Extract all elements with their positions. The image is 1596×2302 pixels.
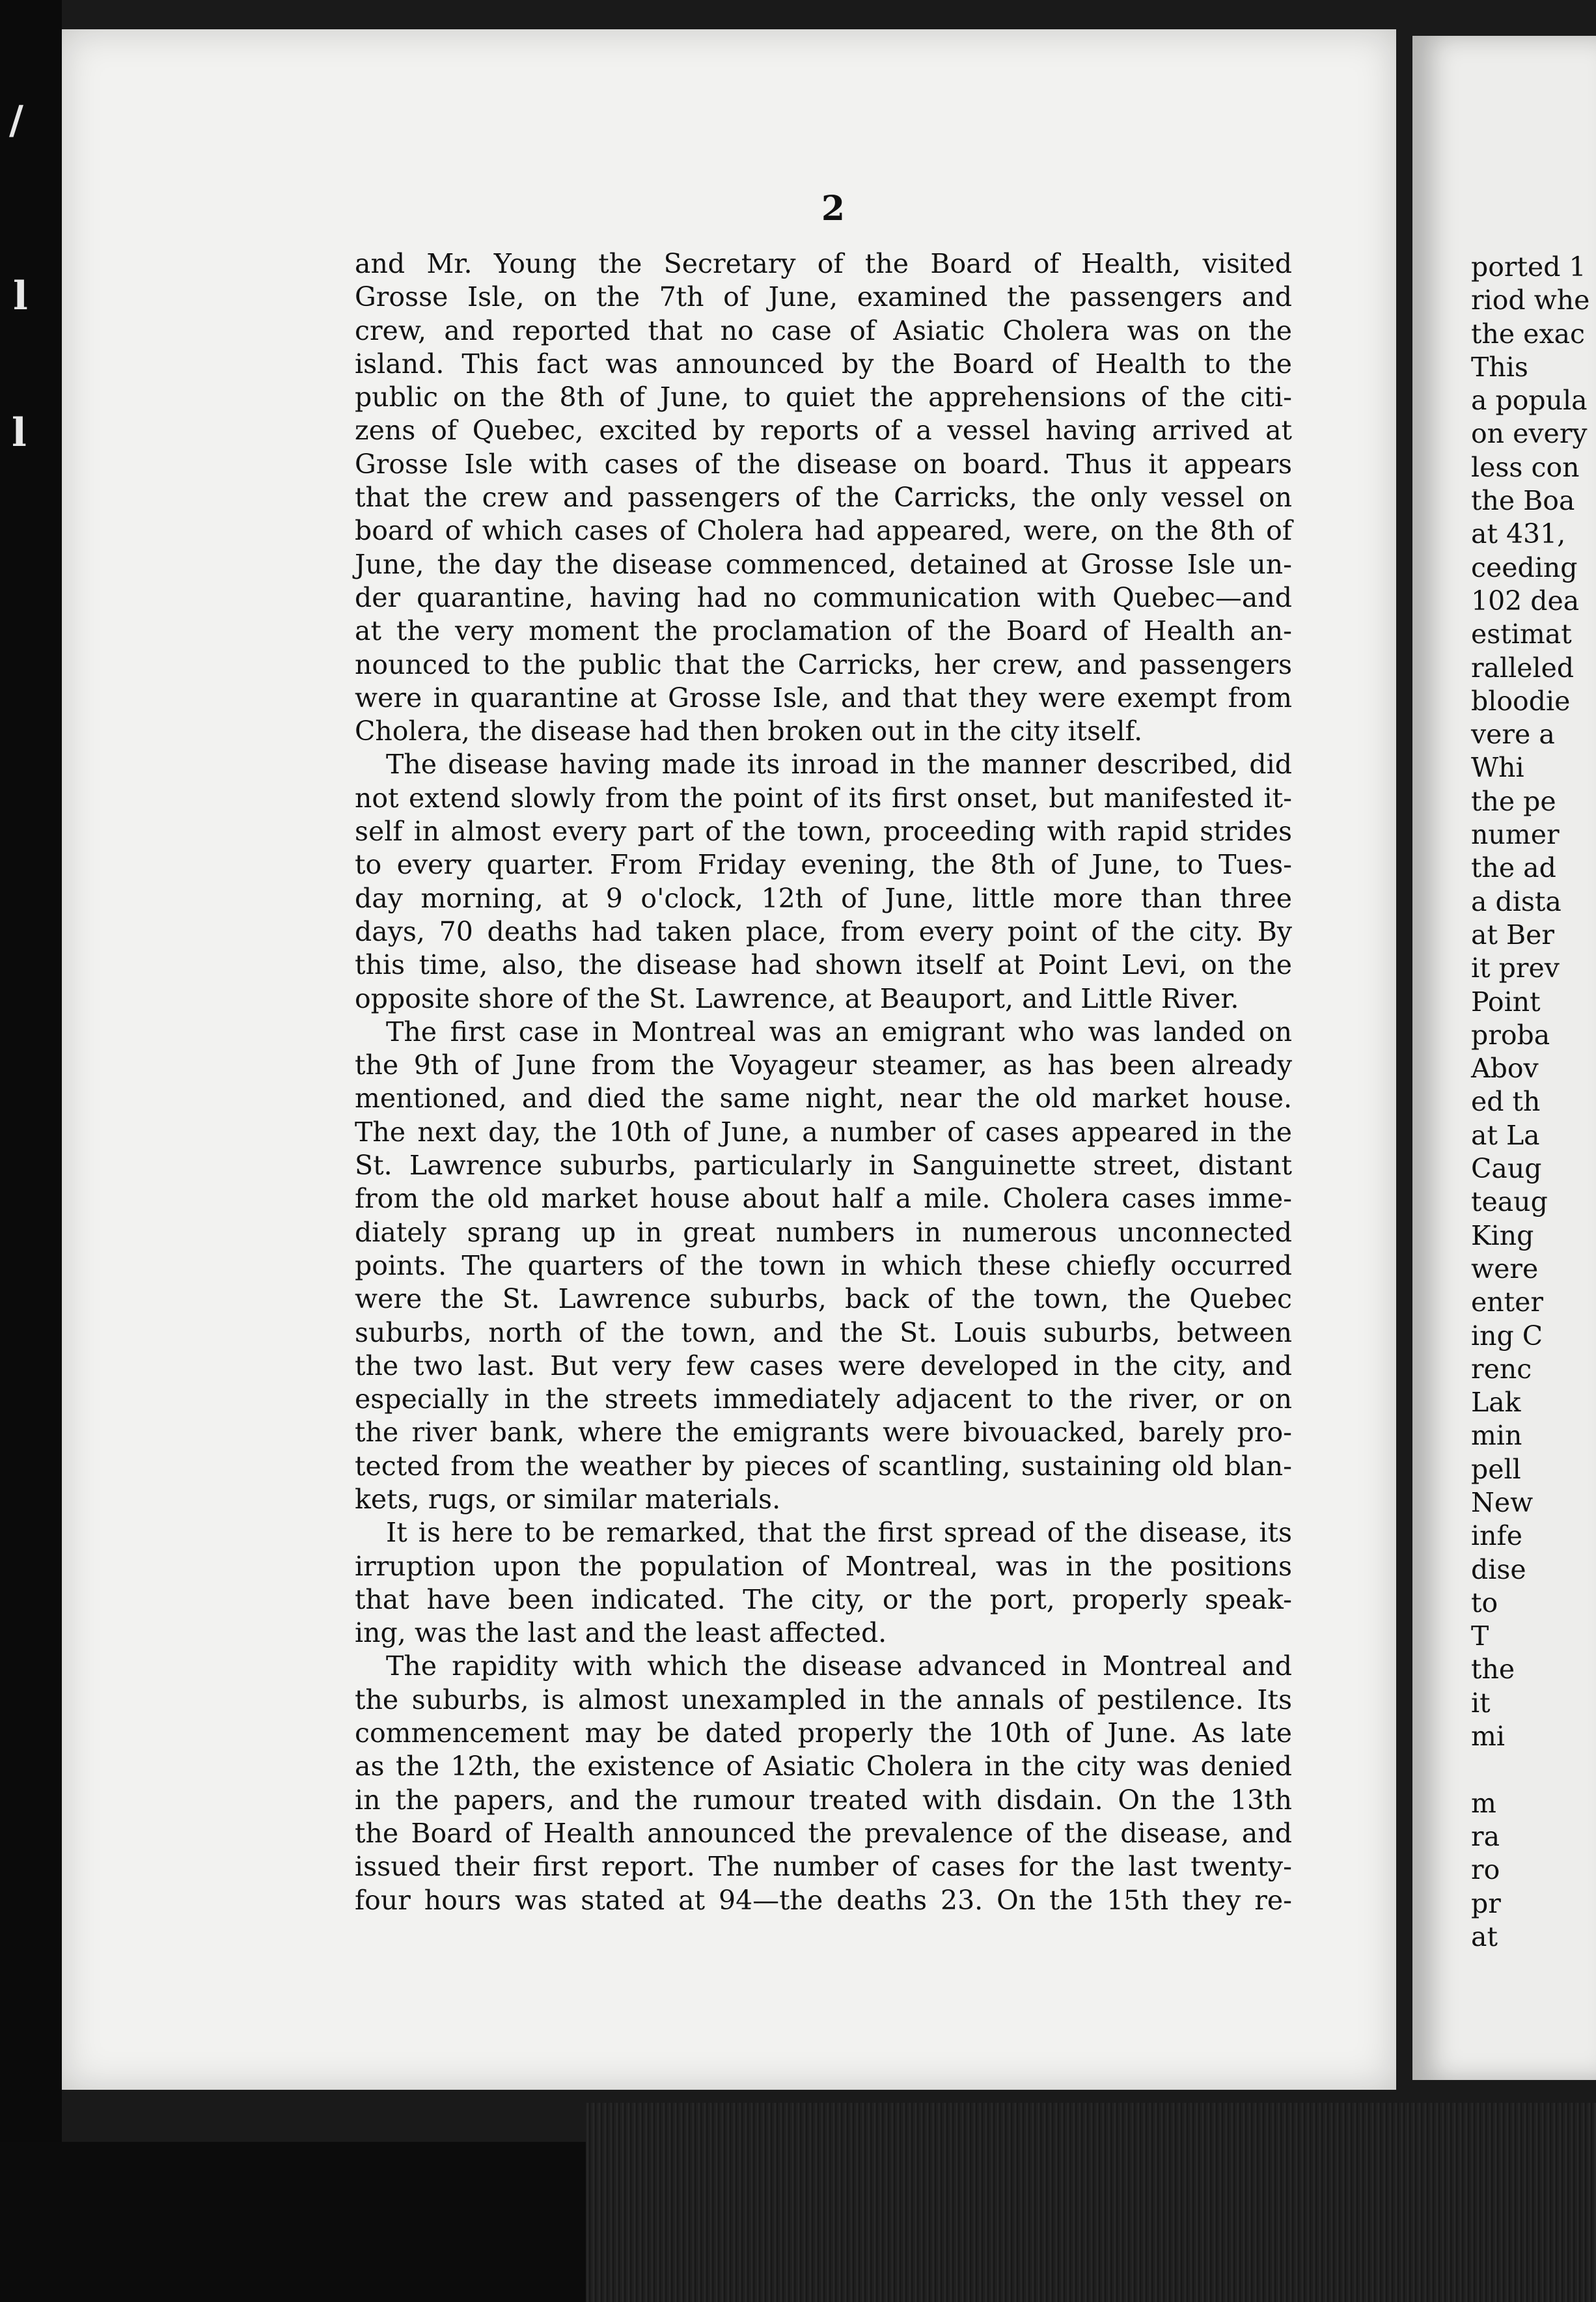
text-line: mentioned, and died the same night, near the old market house. <box>355 1083 1292 1115</box>
facing-text-fragment: at La <box>1471 1119 1540 1151</box>
book-edge-strip <box>586 2103 1596 2302</box>
page-number: 2 <box>821 189 846 229</box>
facing-text-fragment: ceeding <box>1471 551 1578 583</box>
text-line: self in almost every part of the town, proceeding with rapid strides <box>355 816 1292 848</box>
text-line: in the papers, and the rumour treated with disdain. On the 13th <box>355 1784 1292 1816</box>
main-text-column <box>355 247 1292 1917</box>
facing-text-fragment: Point <box>1471 986 1541 1018</box>
facing-text-fragment: mi <box>1471 1721 1505 1753</box>
text-line: crew, and reported that no case of Asiatic Cholera was on the <box>355 314 1292 346</box>
text-line: the two last. But very few cases were developed in the city, and <box>355 1350 1292 1381</box>
facing-text-fragment: pr <box>1471 1887 1501 1919</box>
text-line: der quarantine, having had no communication with Quebec—and <box>355 581 1292 613</box>
text-line: from the old market house about half a mile. Cholera cases imme- <box>355 1183 1292 1215</box>
facing-text-fragment: 102 dea <box>1471 585 1580 617</box>
facing-text-fragment: riod whe <box>1471 284 1590 316</box>
facing-text-fragment: King <box>1471 1219 1534 1251</box>
text-line: The first case in Montreal was an emigrant who was landed on <box>386 1016 1292 1047</box>
text-line: kets, rugs, or similar materials. <box>355 1483 781 1515</box>
text-line: suburbs, north of the town, and the St. Louis suburbs, between <box>355 1316 1292 1348</box>
facing-text-fragment: on every <box>1471 418 1588 450</box>
text-line: It is here to be remarked, that the first spread of the disease, its <box>386 1517 1292 1549</box>
text-line: that have been indicated. The city, or the port, properly speak- <box>355 1583 1292 1615</box>
facing-text-fragment: a dista <box>1471 885 1562 917</box>
text-line: public on the 8th of June, to quiet the apprehensions of the citi- <box>355 381 1292 413</box>
text-line: Grosse Isle, on the 7th of June, examined the passengers and <box>355 281 1292 313</box>
facing-text-fragment: ing C <box>1471 1320 1543 1352</box>
facing-text-fragment: bloodie <box>1471 685 1571 717</box>
text-line: issued their first report. The number of cases for the last twenty- <box>355 1851 1292 1883</box>
facing-text-fragment: ro <box>1471 1854 1500 1886</box>
facing-text-fragment: proba <box>1471 1019 1550 1051</box>
margin-mark: l <box>13 273 28 319</box>
text-line: days, 70 deaths had taken place, from every point of the city. By <box>355 915 1292 947</box>
text-line: The disease having made its inroad in the manner described, did <box>386 749 1292 781</box>
text-line: Cholera, the disease had then broken out in the city itself. <box>355 715 1143 747</box>
facing-text-fragment: were <box>1471 1253 1539 1284</box>
facing-text-fragment: the pe <box>1471 785 1556 817</box>
facing-text-fragment: the ad <box>1471 852 1556 884</box>
facing-text-fragment: at <box>1471 1921 1498 1952</box>
facing-text-fragment: renc <box>1471 1353 1532 1385</box>
text-line: nounced to the public that the Carricks, her crew, and passengers <box>355 648 1292 680</box>
text-line: board of which cases of Cholera had appeared, were, on the 8th of <box>355 515 1292 547</box>
text-line: Grosse Isle with cases of the disease on board. Thus it appears <box>355 448 1292 480</box>
text-line: at the very moment the proclamation of the Board of Health an- <box>355 615 1292 647</box>
facing-text-fragment: at 431, <box>1471 518 1566 550</box>
text-line: The rapidity with which the disease advanced in Montreal and <box>386 1650 1292 1682</box>
facing-text-fragment: m <box>1471 1787 1496 1819</box>
text-line: to every quarter. From Friday evening, the 8th of June, to Tues- <box>355 849 1292 881</box>
text-line: St. Lawrence suburbs, particularly in Sanguinette street, distant <box>355 1150 1292 1182</box>
text-line: that the crew and passengers of the Carricks, the only vessel on <box>355 482 1292 514</box>
text-line: diately sprang up in great numbers in numerous unconnected <box>355 1216 1292 1248</box>
text-line: points. The quarters of the town in which these chiefly occurred <box>355 1249 1292 1281</box>
facing-text-fragment: pell <box>1471 1453 1521 1485</box>
facing-text-fragment: Caug <box>1471 1153 1542 1185</box>
facing-text-fragment: a popula <box>1471 385 1588 417</box>
facing-text-fragment: min <box>1471 1420 1522 1452</box>
facing-text-fragment: ralleled <box>1471 652 1575 684</box>
facing-text-fragment: enter <box>1471 1286 1544 1318</box>
facing-text-fragment: T <box>1471 1620 1489 1652</box>
text-line: were in quarantine at Grosse Isle, and that they were exempt from <box>355 682 1292 714</box>
facing-text-fragment: vere a <box>1471 719 1555 751</box>
facing-text-fragment: ra <box>1471 1820 1500 1852</box>
text-line: opposite shore of the St. Lawrence, at Beauport, and Little River. <box>355 982 1239 1014</box>
text-line: irruption upon the population of Montreal, was in the positions <box>355 1550 1292 1582</box>
facing-text-fragment: estimat <box>1471 618 1572 650</box>
facing-text-fragment: ed th <box>1471 1086 1541 1118</box>
facing-text-fragment: teaug <box>1471 1186 1548 1218</box>
text-line: zens of Quebec, excited by reports of a vessel having arrived at <box>355 415 1292 447</box>
text-line: The next day, the 10th of June, a number of cases appeared in the <box>355 1116 1292 1148</box>
text-line: day morning, at 9 o'clock, 12th of June, little more than three <box>355 882 1292 914</box>
margin-mark: l <box>12 410 27 456</box>
facing-text-fragment: numer <box>1471 819 1560 851</box>
facing-text-fragment: the <box>1471 1654 1515 1685</box>
facing-text-fragment <box>1471 1753 1596 1786</box>
facing-text-fragment: Lak <box>1471 1387 1521 1419</box>
facing-page-text-column <box>1471 251 1596 1954</box>
text-line: the river bank, where the emigrants were bivouacked, barely pro- <box>355 1417 1292 1449</box>
text-line: tected from the weather by pieces of scantling, sustaining old blan- <box>355 1450 1292 1482</box>
text-line: this time, also, the disease had shown itself at Point Levi, on the <box>355 949 1292 981</box>
facing-text-fragment: Whi <box>1471 752 1524 784</box>
facing-text-fragment: This <box>1471 351 1528 383</box>
facing-text-fragment: the exac <box>1471 318 1585 350</box>
facing-text-fragment: New <box>1471 1486 1534 1518</box>
facing-text-fragment: ported 1 <box>1471 251 1586 283</box>
text-line: not extend slowly from the point of its first onset, but manifested it- <box>355 782 1292 814</box>
text-line: the suburbs, is almost unexampled in the annals of pestilence. Its <box>355 1684 1292 1715</box>
text-line: commencement may be dated properly the 10th of June. As late <box>355 1717 1292 1749</box>
left-scan-border <box>0 0 62 2302</box>
facing-text-fragment: it prev <box>1471 952 1560 984</box>
text-line: were the St. Lawrence suburbs, back of the town, the Quebec <box>355 1283 1292 1315</box>
text-line: the 9th of June from the Voyageur steamer, as has been already <box>355 1049 1292 1081</box>
bottom-scan-border <box>0 2142 586 2302</box>
facing-text-fragment: Abov <box>1471 1053 1539 1085</box>
facing-text-fragment: the Boa <box>1471 485 1575 517</box>
text-line: island. This fact was announced by the Board of Health to the <box>355 348 1292 380</box>
facing-text-fragment: it <box>1471 1687 1491 1719</box>
facing-text-fragment: less con <box>1471 451 1580 483</box>
facing-text-fragment: at Ber <box>1471 919 1554 950</box>
text-line: ing, was the last and the least affected. <box>355 1617 887 1649</box>
facing-text-fragment: infe <box>1471 1520 1522 1552</box>
margin-mark: / <box>9 98 23 143</box>
facing-text-fragment: dise <box>1471 1553 1526 1585</box>
text-line: June, the day the disease commenced, detained at Grosse Isle un- <box>355 548 1292 580</box>
text-line: as the 12th, the existence of Asiatic Cholera in the city was denied <box>355 1751 1292 1782</box>
text-line: the Board of Health announced the prevalence of the disease, and <box>355 1817 1292 1849</box>
text-line: and Mr. Young the Secretary of the Board of Health, visited <box>355 248 1292 279</box>
text-line: especially in the streets immediately adjacent to the river, or on <box>355 1383 1292 1415</box>
text-line: four hours was stated at 94—the deaths 23. On the 15th they re- <box>355 1884 1292 1916</box>
facing-text-fragment: to <box>1471 1587 1498 1618</box>
